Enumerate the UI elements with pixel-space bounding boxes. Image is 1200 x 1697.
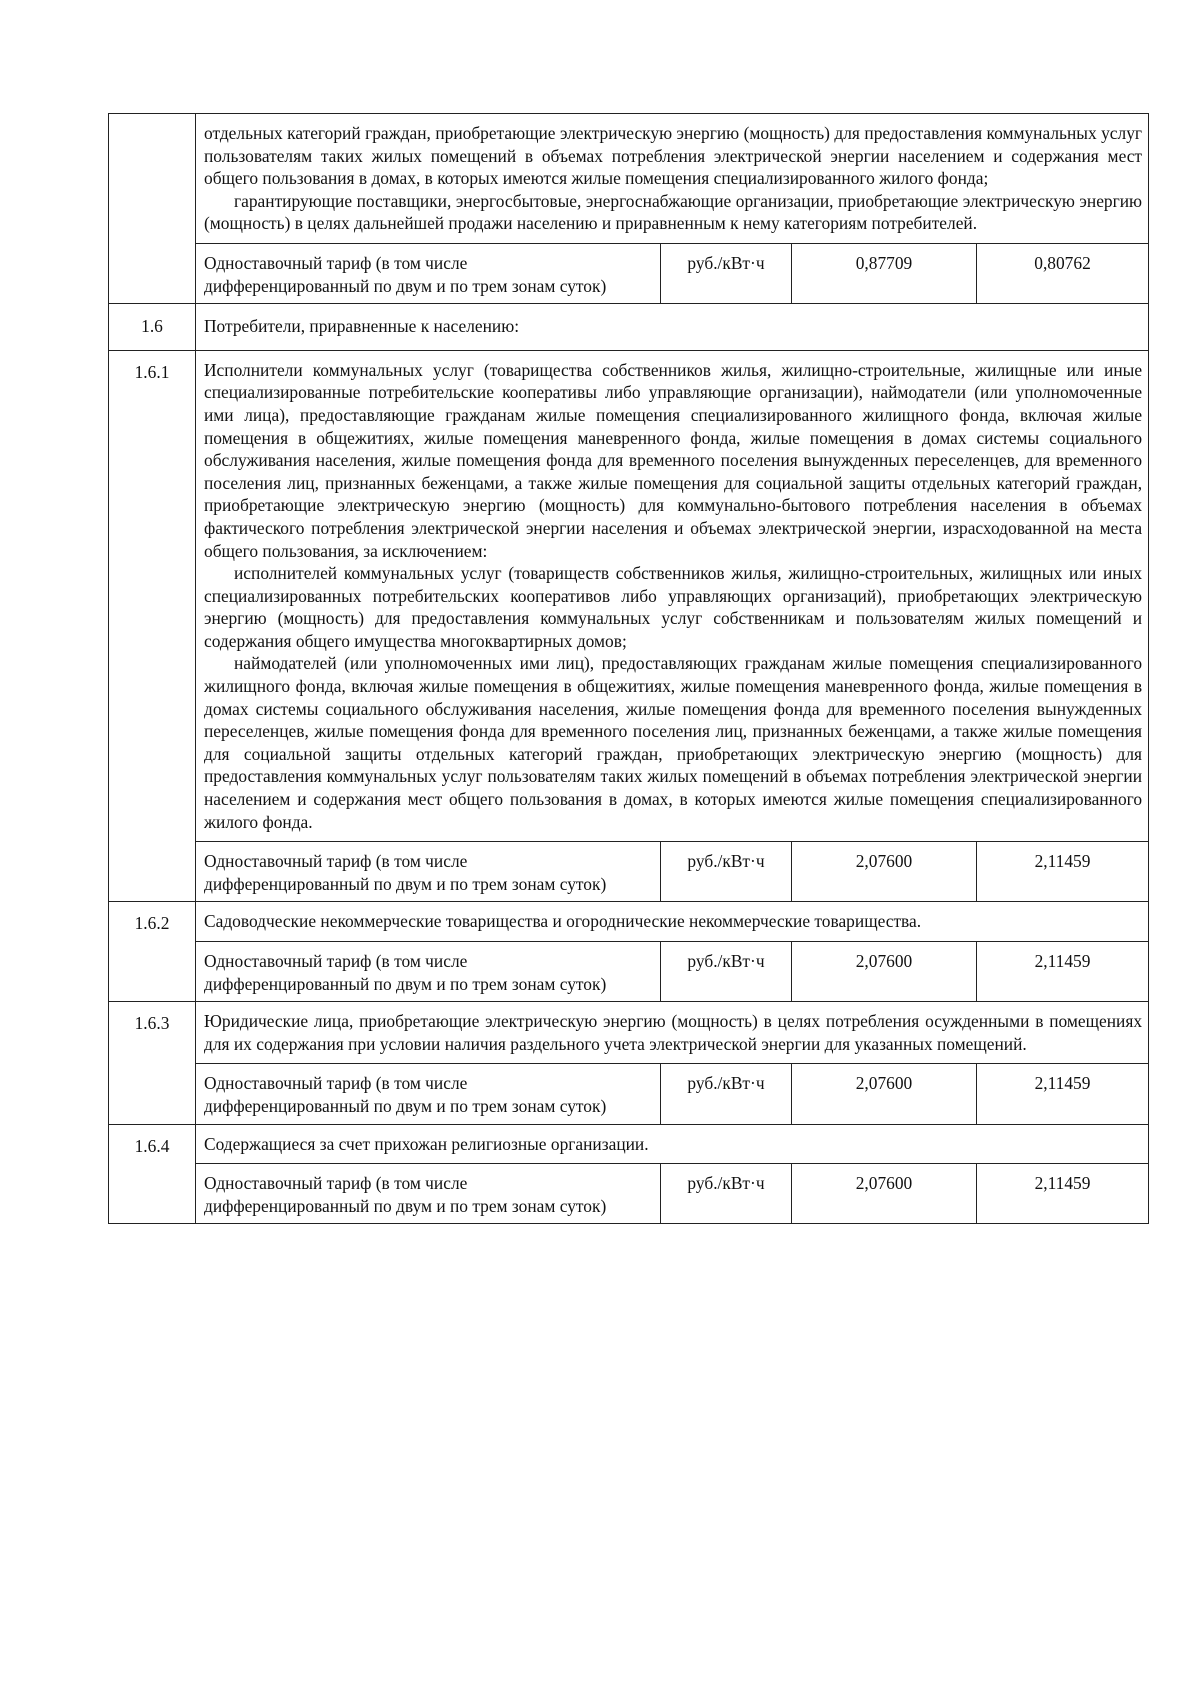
table-row [109,1002,1149,1064]
paragraph: Исполнители коммунальных услуг (товарищества собственников жилья, жилищно-строительные, жилищные или иные специализированные потребительские кооперативы либо управляющие организации), наймодатели (или уполномоченные ими лица), предоставляющие гражданам жилые помещения специализированного жилищного фонда, включая жилые помещения в общежитиях, жилые помещения маневренного фонда, жилые помещения в домах системы социального обслуживания населения, жилые помещения фонда для временного поселения вынужденных переселенцев, для временного поселения лиц, признанных беженцами, а также жилые помещения для социальной защиты отдельных категорий граждан, приобретающие электрическую энергию (мощность) для коммунально-бытового потребления населения в объемах фактического потребления электрической энергии населения и объемах электрической энергии, израсходованной на места общего пользования, за исключением: [204,359,1143,561]
paragraph: исполнителей коммунальных услуг (товариществ собственников жилья, жилищно-строительных, жилищных или иных специализированных потребительских кооперативов либо управляющих организаций), приобретающих электрическую энергию (мощность) для предоставления коммунальных услуг собственникам и пользователям жилых помещений и содержания общего имущества многоквартирных домов; [204,563,1143,651]
row-number: 1.6.4 [109,1124,196,1224]
tariff-value-period-2: 2,11459 [977,1064,1149,1124]
category-description [196,114,1149,244]
category-description: Садоводческие некоммерческие товарищества и огороднические некоммерческие товарищества. [196,902,1149,942]
tariff-value-period-1: 2,07600 [792,842,977,902]
row-number: 1.6.1 [109,350,196,902]
tariff-value-period-2: 2,11459 [977,942,1149,1002]
tariff-description: Одноставочный тариф (в том числе дифференцированный по двум и по трем зонам суток) [196,842,661,902]
tariff-value-period-2: 2,11459 [977,1164,1149,1224]
row-number: 1.6.2 [109,902,196,1002]
row-number: 1.6 [109,304,196,351]
tariff-description: Одноставочный тариф (в том числе дифференцированный по двум и по трем зонам суток) [196,942,661,1002]
tariff-row [109,942,1149,1002]
paragraph: гарантирующие поставщики, энергосбытовые, энергоснабжающие организации, приобретающие электрическую энергию (мощность) в целях дальнейшей продажи населению и приравненным к нему категориям потребителей. [204,190,1143,234]
tariff-value-period-1: 0,87709 [792,243,977,303]
category-description: Юридические лица, приобретающие электрическую энергию (мощность) в целях потребления осужденными в помещениях для их содержания при условии наличия раздельного учета электрической энергии для указанных помещений. [196,1002,1149,1064]
tariff-row [109,1064,1149,1124]
table-row [109,114,1149,244]
tariff-unit: руб./кВт·ч [661,942,792,1002]
paragraph: отдельных категорий граждан, приобретающие электрическую энергию (мощность) для предоставления коммунальных услуг пользователям таких жилых помещений в объемах потребления электрической энергии населением и содержания мест общего пользования в домах, в которых имеются жилые помещения специализированного жилого фонда; [204,123,1143,189]
table-row [109,350,1149,841]
section-title: Потребители, приравненные к населению: [196,304,1149,351]
tariff-description: Одноставочный тариф (в том числе дифференцированный по двум и по трем зонам суток) [196,1064,661,1124]
tariff-value-period-1: 2,07600 [792,1164,977,1224]
row-number-cell [109,114,196,304]
tariff-row [109,842,1149,902]
tariff-description: Одноставочный тариф (в том числе дифференцированный по двум и по трем зонам суток) [196,243,661,303]
tariff-description: Одноставочный тариф (в том числе дифференцированный по двум и по трем зонам суток) [196,1164,661,1224]
tariff-table [108,113,1149,1224]
tariff-value-period-1: 2,07600 [792,942,977,1002]
tariff-unit: руб./кВт·ч [661,842,792,902]
tariff-unit: руб./кВт·ч [661,1164,792,1224]
row-number: 1.6.3 [109,1002,196,1124]
table-row [109,304,1149,351]
tariff-row [109,243,1149,303]
tariff-value-period-1: 2,07600 [792,1064,977,1124]
tariff-value-period-2: 2,11459 [977,842,1149,902]
table-row [109,1124,1149,1164]
table-row [109,902,1149,942]
tariff-unit: руб./кВт·ч [661,243,792,303]
tariff-unit: руб./кВт·ч [661,1064,792,1124]
category-description [196,350,1149,841]
paragraph: наймодателей (или уполномоченных ими лиц), предоставляющих гражданам жилые помещения специализированного жилищного фонда, включая жилые помещения в общежитиях, жилые помещения маневренного фонда, жилые помещения в домах системы социального обслуживания населения, жилые помещения фонда для временного поселения вынужденных переселенцев, жилые помещения фонда для временного поселения лиц, признанных беженцами, а также жилые помещения для социальной защиты отдельных категорий граждан, приобретающих электрическую энергию (мощность) для предоставления коммунальных услуг пользователям таких жилых помещений в объемах потребления электрической энергии населением и содержания мест общего пользования в домах, в которых имеются жилые помещения специализированного жилого фонда. [204,653,1143,832]
category-description: Содержащиеся за счет прихожан религиозные организации. [196,1124,1149,1164]
tariff-value-period-2: 0,80762 [977,243,1149,303]
tariff-row [109,1164,1149,1224]
